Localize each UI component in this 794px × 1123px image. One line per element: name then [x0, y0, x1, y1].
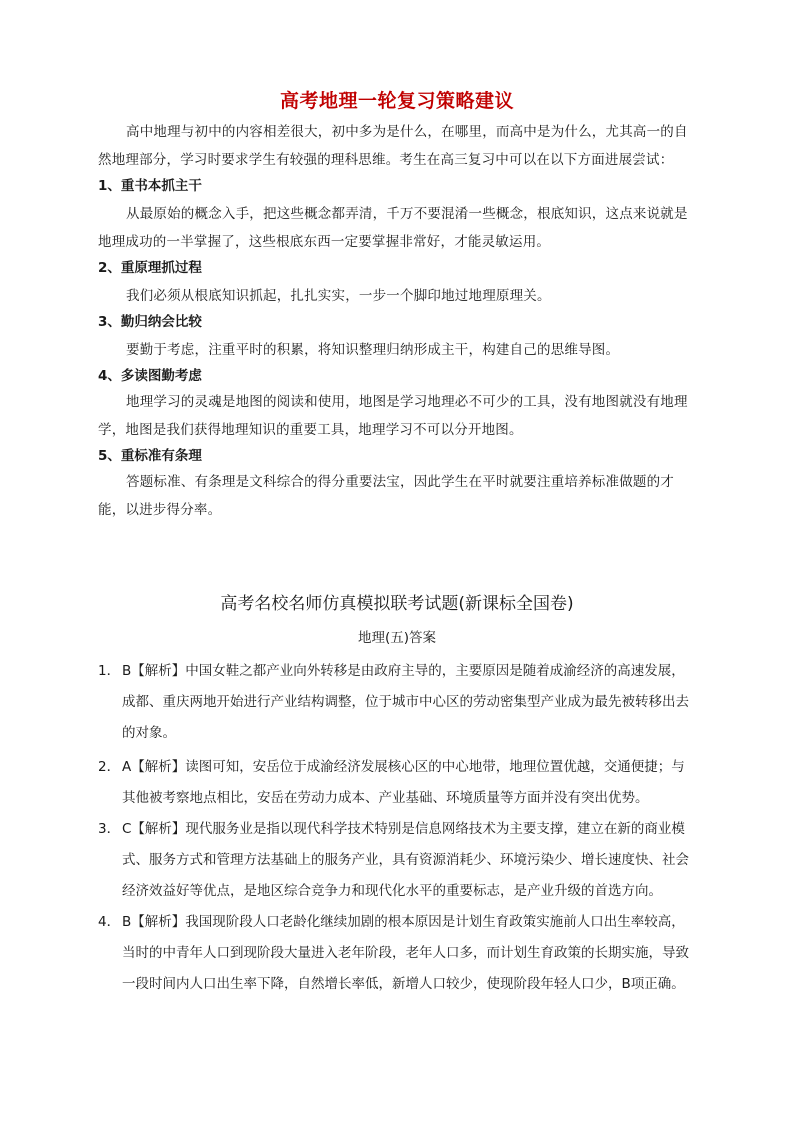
answer-text: B【解析】中国女鞋之都产业向外转移是由政府主导的，主要原因是随着成渝经济的高速发展，成都、重庆两地开始进行产业结构调整，位于城市中心区的劳动密集型产业成为最先被转移出去的对象。 [122, 663, 689, 741]
section-text-3: 要勤于考虑，注重平时的积累，将知识整理归纳形成主干，构建自己的思维导图。 [126, 342, 620, 358]
answer-number: 1． [98, 663, 121, 679]
answer-item-4 [98, 907, 698, 1000]
answer-text: A【解析】读图可知，安岳位于成渝经济发展核心区的中心地带，地理位置优越，交通便捷；与其他被考察地点相比，安岳在劳动力成本、产业基础、环境质量等方面并没有突出优势。 [122, 759, 685, 806]
section-heading-3: 3、勤归纳会比较 [98, 314, 202, 330]
section-text-2: 我们必须从根底知识抓起，扎扎实实，一步一个脚印地过地理原理关。 [126, 288, 551, 304]
section-text-5: 答题标准、有条理是文科综合的得分重要法宝，因此学生在平时就要注重培养标准做题的才能，以进步得分率。 [98, 474, 674, 518]
answer-text: C【解析】现代服务业是指以现代科学技术特别是信息网络技术为主要支撑，建立在新的商业模式、服务方式和管理方法基础上的服务产业，具有资源消耗少、环境污染少、增长速度快、社会经济效益好等优点，是地区综合竞争力和现代化水平的重要标志，是产业升级的首选方向。 [122, 821, 689, 899]
answer-item-2 [98, 752, 698, 814]
answer-number: 2． [98, 759, 121, 775]
document-title: 高考地理一轮复习策略建议 [279, 90, 514, 112]
section-heading-5: 5、重标准有条理 [98, 448, 202, 464]
answer-sheet-title: 高考名校名师仿真模拟联考试题(新课标全国卷) [220, 594, 574, 614]
section-text-4: 地理学习的灵魂是地图的阅读和使用，地图是学习地理必不可少的工具，没有地图就没有地理学，地图是我们获得地理知识的重要工具，地理学习不可以分开地图。 [98, 394, 688, 438]
intro-paragraph: 高中地理与初中的内容相差很大，初中多为是什么，在哪里，而高中是为什么，尤其高一的自然地理部分，学习时要求学生有较强的理科思维。考生在高三复习中可以在以下方面进展尝试： [98, 124, 688, 168]
answer-item-1 [98, 656, 698, 749]
section-heading-1: 1、重书本抓主干 [98, 178, 202, 194]
answer-number: 3． [98, 821, 121, 837]
answer-number: 4． [98, 914, 121, 930]
answer-sheet-subtitle: 地理(五)答案 [357, 630, 437, 646]
section-heading-4: 4、多读图勤考虑 [98, 368, 202, 384]
answer-item-3 [98, 814, 698, 907]
section-text-1: 从最原始的概念入手，把这些概念都弄清，千万不要混淆一些概念，根底知识，这点来说就是地理成功的一半掌握了，这些根底东西一定要掌握非常好，才能灵敏运用。 [98, 206, 688, 250]
section-heading-2: 2、重原理抓过程 [98, 260, 202, 276]
answer-text: B【解析】我国现阶段人口老龄化继续加剧的根本原因是计划生育政策实施前人口出生率较高，当时的中青年人口到现阶段大量进入老年阶段，老年人口多，而计划生育政策的长期实施，导致一段时间内人口出生率下降，自然增长率低，新增人口较少，使现阶段年轻人口少，B项正确。 [122, 914, 689, 992]
